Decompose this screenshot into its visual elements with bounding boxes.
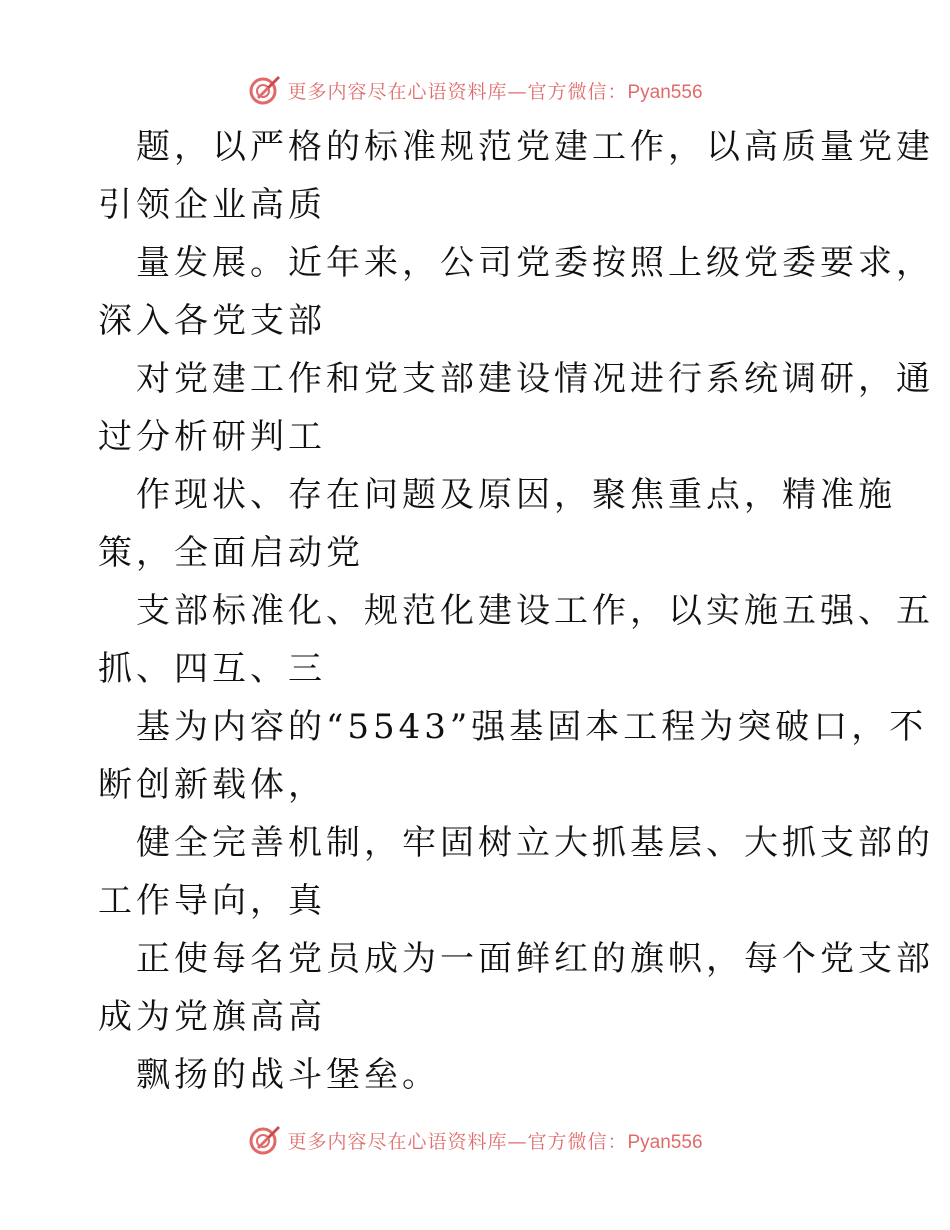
text-line: 工作导向，真 <box>98 881 326 921</box>
text-line: 飘扬的战斗堡垒。 <box>136 1055 440 1095</box>
text-line: 作现状、存在问题及原因，聚焦重点，精准施 <box>136 475 896 515</box>
text-line: 引领企业高质 <box>98 185 326 225</box>
watermark-text: 更多内容尽在心语资料库—官方微信：Pyan556 <box>287 1130 703 1153</box>
text-line: 对党建工作和党支部建设情况进行系统调研，通 <box>136 359 934 399</box>
document-body <box>98 118 934 1104</box>
brand-logo-icon <box>247 73 281 107</box>
text-line: 量发展。近年来，公司党委按照上级党委要求， <box>136 243 934 283</box>
text-line: 断创新载体， <box>98 765 326 805</box>
text-line: 健全完善机制，牢固树立大抓基层、大抓支部的 <box>136 823 934 863</box>
text-line: 深入各党支部 <box>98 301 326 341</box>
header-watermark <box>0 70 950 110</box>
brand-logo-icon <box>247 1123 281 1157</box>
text-line: 策，全面启动党 <box>98 533 364 573</box>
text-line: 抓、四互、三 <box>98 649 326 689</box>
footer-watermark <box>0 1120 950 1160</box>
text-line: 支部标准化、规范化建设工作，以实施五强、五 <box>136 591 934 631</box>
text-line: 基为内容的“5543”强基固本工程为突破口，不 <box>136 707 928 747</box>
text-line: 成为党旗高高 <box>98 997 326 1037</box>
text-line: 过分析研判工 <box>98 417 326 457</box>
text-line: 正使每名党员成为一面鲜红的旗帜，每个党支部 <box>136 939 934 979</box>
text-line: 题，以严格的标准规范党建工作，以高质量党建 <box>136 127 934 167</box>
watermark-text: 更多内容尽在心语资料库—官方微信：Pyan556 <box>287 80 703 103</box>
